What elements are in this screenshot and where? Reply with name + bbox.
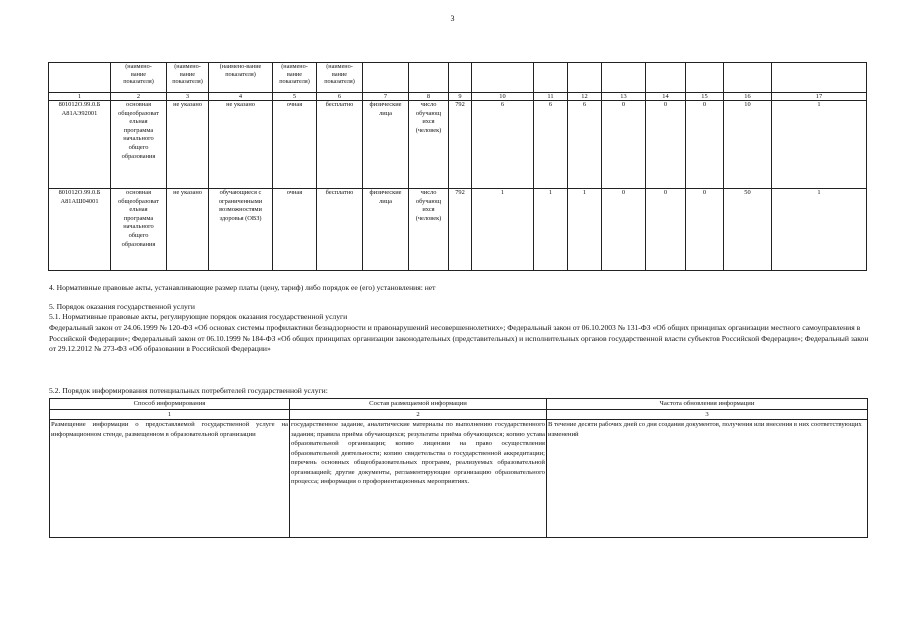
number-cell: 4 bbox=[209, 93, 273, 101]
header-cell bbox=[724, 63, 772, 93]
number-cell: 11 bbox=[534, 93, 568, 101]
table-cell: 10 bbox=[724, 101, 772, 189]
number-cell: 6 bbox=[317, 93, 363, 101]
number-cell: 3 bbox=[167, 93, 209, 101]
table-cell: основная общеобразоват ельная программа начального общего образования bbox=[111, 189, 167, 271]
number-cell: 14 bbox=[646, 93, 686, 101]
header-cell bbox=[686, 63, 724, 93]
table-row bbox=[49, 189, 867, 271]
informing-method-cell: Размещение информации о предоставляемой государственной услуге на информационном стенде, размещенном в образовательной организации bbox=[50, 420, 290, 538]
table-cell: 50 bbox=[724, 189, 772, 271]
table-cell: 801012О.99.0.Б А81АЭ92001 bbox=[49, 101, 111, 189]
table-cell: число обучающ ихся (человек) bbox=[409, 189, 449, 271]
number-cell: 15 bbox=[686, 93, 724, 101]
table-cell: 1 bbox=[534, 189, 568, 271]
update-frequency-cell: В течение десяти рабочих дней со дня создания документов, получения или внесения в них соответствующих изменений bbox=[547, 420, 868, 538]
table-cell: 0 bbox=[686, 101, 724, 189]
header-cell bbox=[568, 63, 602, 93]
table-header-row bbox=[49, 63, 867, 93]
table-cell: 801012О.99.0.Б А81АШ04001 bbox=[49, 189, 111, 271]
number-cell: 10 bbox=[472, 93, 534, 101]
table-cell: 1 bbox=[772, 189, 867, 271]
number-cell: 13 bbox=[602, 93, 646, 101]
number-cell: 2 bbox=[290, 409, 547, 420]
header-cell: (наимено-вание показателя) bbox=[209, 63, 273, 93]
number-cell: 12 bbox=[568, 93, 602, 101]
section-4-text: 4. Нормативные правовые акты, устанавливающие размер платы (цену, тариф) либо порядок ее (его) установления: нет bbox=[49, 283, 436, 292]
table-row bbox=[49, 101, 867, 189]
number-cell: 1 bbox=[50, 409, 290, 420]
header-cell: Частота обновления информации bbox=[547, 399, 868, 410]
table-cell: число обучающ ихся (человек) bbox=[409, 101, 449, 189]
page-number: 3 bbox=[450, 14, 455, 23]
header-cell bbox=[772, 63, 867, 93]
number-cell: 9 bbox=[449, 93, 472, 101]
table-header-row bbox=[50, 399, 868, 410]
section-5-title: 5. Порядок оказания государственной услуги bbox=[49, 302, 195, 311]
header-cell: Состав размещаемой информации bbox=[290, 399, 547, 410]
section-5-1-text: Федеральный закон от 24.06.1999 № 120-ФЗ «Об основах системы профилактики безнадзорности и правонарушений несовершеннолетних»; Федеральный закон от 06.10.2003 № 131-ФЗ «Об общих принципах организации местного самоуправления в Российской Федерации»; Федеральный закон от 06.10.1999 № 184-ФЗ «Об общих принципах организации законодательных (представительных) и исполнительных органов государственной власти субъектов Российской Федерации»; Федеральный закон от 29.12.2012 № 273-ФЗ «Об образовании в Российской Федерации» bbox=[49, 323, 869, 354]
table-cell: 6 bbox=[472, 101, 534, 189]
table-cell: 0 bbox=[602, 189, 646, 271]
table-number-row bbox=[50, 409, 868, 420]
informing-table bbox=[49, 398, 868, 538]
header-cell: (наимено- вание показателя) bbox=[273, 63, 317, 93]
table-cell: 0 bbox=[686, 189, 724, 271]
table-cell: 1 bbox=[472, 189, 534, 271]
header-cell bbox=[409, 63, 449, 93]
number-cell: 17 bbox=[772, 93, 867, 101]
table-cell: очная bbox=[273, 189, 317, 271]
table-cell: 0 bbox=[602, 101, 646, 189]
table-cell: 1 bbox=[772, 101, 867, 189]
header-cell: Способ информирования bbox=[50, 399, 290, 410]
table-cell: бесплатно bbox=[317, 101, 363, 189]
table-cell: 6 bbox=[568, 101, 602, 189]
indicators-table bbox=[48, 62, 867, 271]
table-cell: основная общеобразоват ельная программа начального общего образования bbox=[111, 101, 167, 189]
number-cell: 2 bbox=[111, 93, 167, 101]
header-cell bbox=[49, 63, 111, 93]
table-cell: 792 bbox=[449, 189, 472, 271]
information-content-cell: государственное задание, аналитические материалы по выполнению государственного задания; правила приёма обучающихся; результаты приёма обучающихся; копию устава образовательной организации; копию лицензии на право осуществления образовательной деятельности; копию свидетельства о государственной аккредитации; перечень основных общеобразовательных программ, реализуемых образовательной организацией; другие документы, регламентирующие организацию образовательного процесса; информация о профориентационных мероприятиях. bbox=[290, 420, 547, 538]
table-cell: не указано bbox=[167, 189, 209, 271]
header-cell bbox=[534, 63, 568, 93]
number-cell: 7 bbox=[363, 93, 409, 101]
number-cell: 5 bbox=[273, 93, 317, 101]
header-cell: (наимено- вание показателя) bbox=[317, 63, 363, 93]
number-cell: 8 bbox=[409, 93, 449, 101]
table-cell: не указано bbox=[209, 101, 273, 189]
table-cell: физические лица bbox=[363, 189, 409, 271]
number-cell: 1 bbox=[49, 93, 111, 101]
header-cell bbox=[646, 63, 686, 93]
table-cell: 792 bbox=[449, 101, 472, 189]
number-cell: 16 bbox=[724, 93, 772, 101]
table-cell: обучающиеся с ограниченными возможностями здоровья (ОВЗ) bbox=[209, 189, 273, 271]
header-cell: (наимено- вание показателя) bbox=[167, 63, 209, 93]
table-cell: 0 bbox=[646, 101, 686, 189]
header-cell: (наимено- вание показателя) bbox=[111, 63, 167, 93]
table-number-row bbox=[49, 93, 867, 101]
header-cell bbox=[363, 63, 409, 93]
table-row bbox=[50, 420, 868, 538]
header-cell bbox=[472, 63, 534, 93]
table-cell: очная bbox=[273, 101, 317, 189]
table-cell: физические лица bbox=[363, 101, 409, 189]
section-5-1-title: 5.1. Нормативные правовые акты, регулирующие порядок оказания государственной услуги bbox=[49, 312, 348, 321]
table-cell: не указано bbox=[167, 101, 209, 189]
table-cell: 0 bbox=[646, 189, 686, 271]
header-cell bbox=[449, 63, 472, 93]
table-cell: 6 bbox=[534, 101, 568, 189]
header-cell bbox=[602, 63, 646, 93]
section-5-2-title: 5.2. Порядок информирования потенциальных потребителей государственной услуги: bbox=[49, 386, 328, 395]
table-cell: бесплатно bbox=[317, 189, 363, 271]
table-cell: 1 bbox=[568, 189, 602, 271]
number-cell: 3 bbox=[547, 409, 868, 420]
